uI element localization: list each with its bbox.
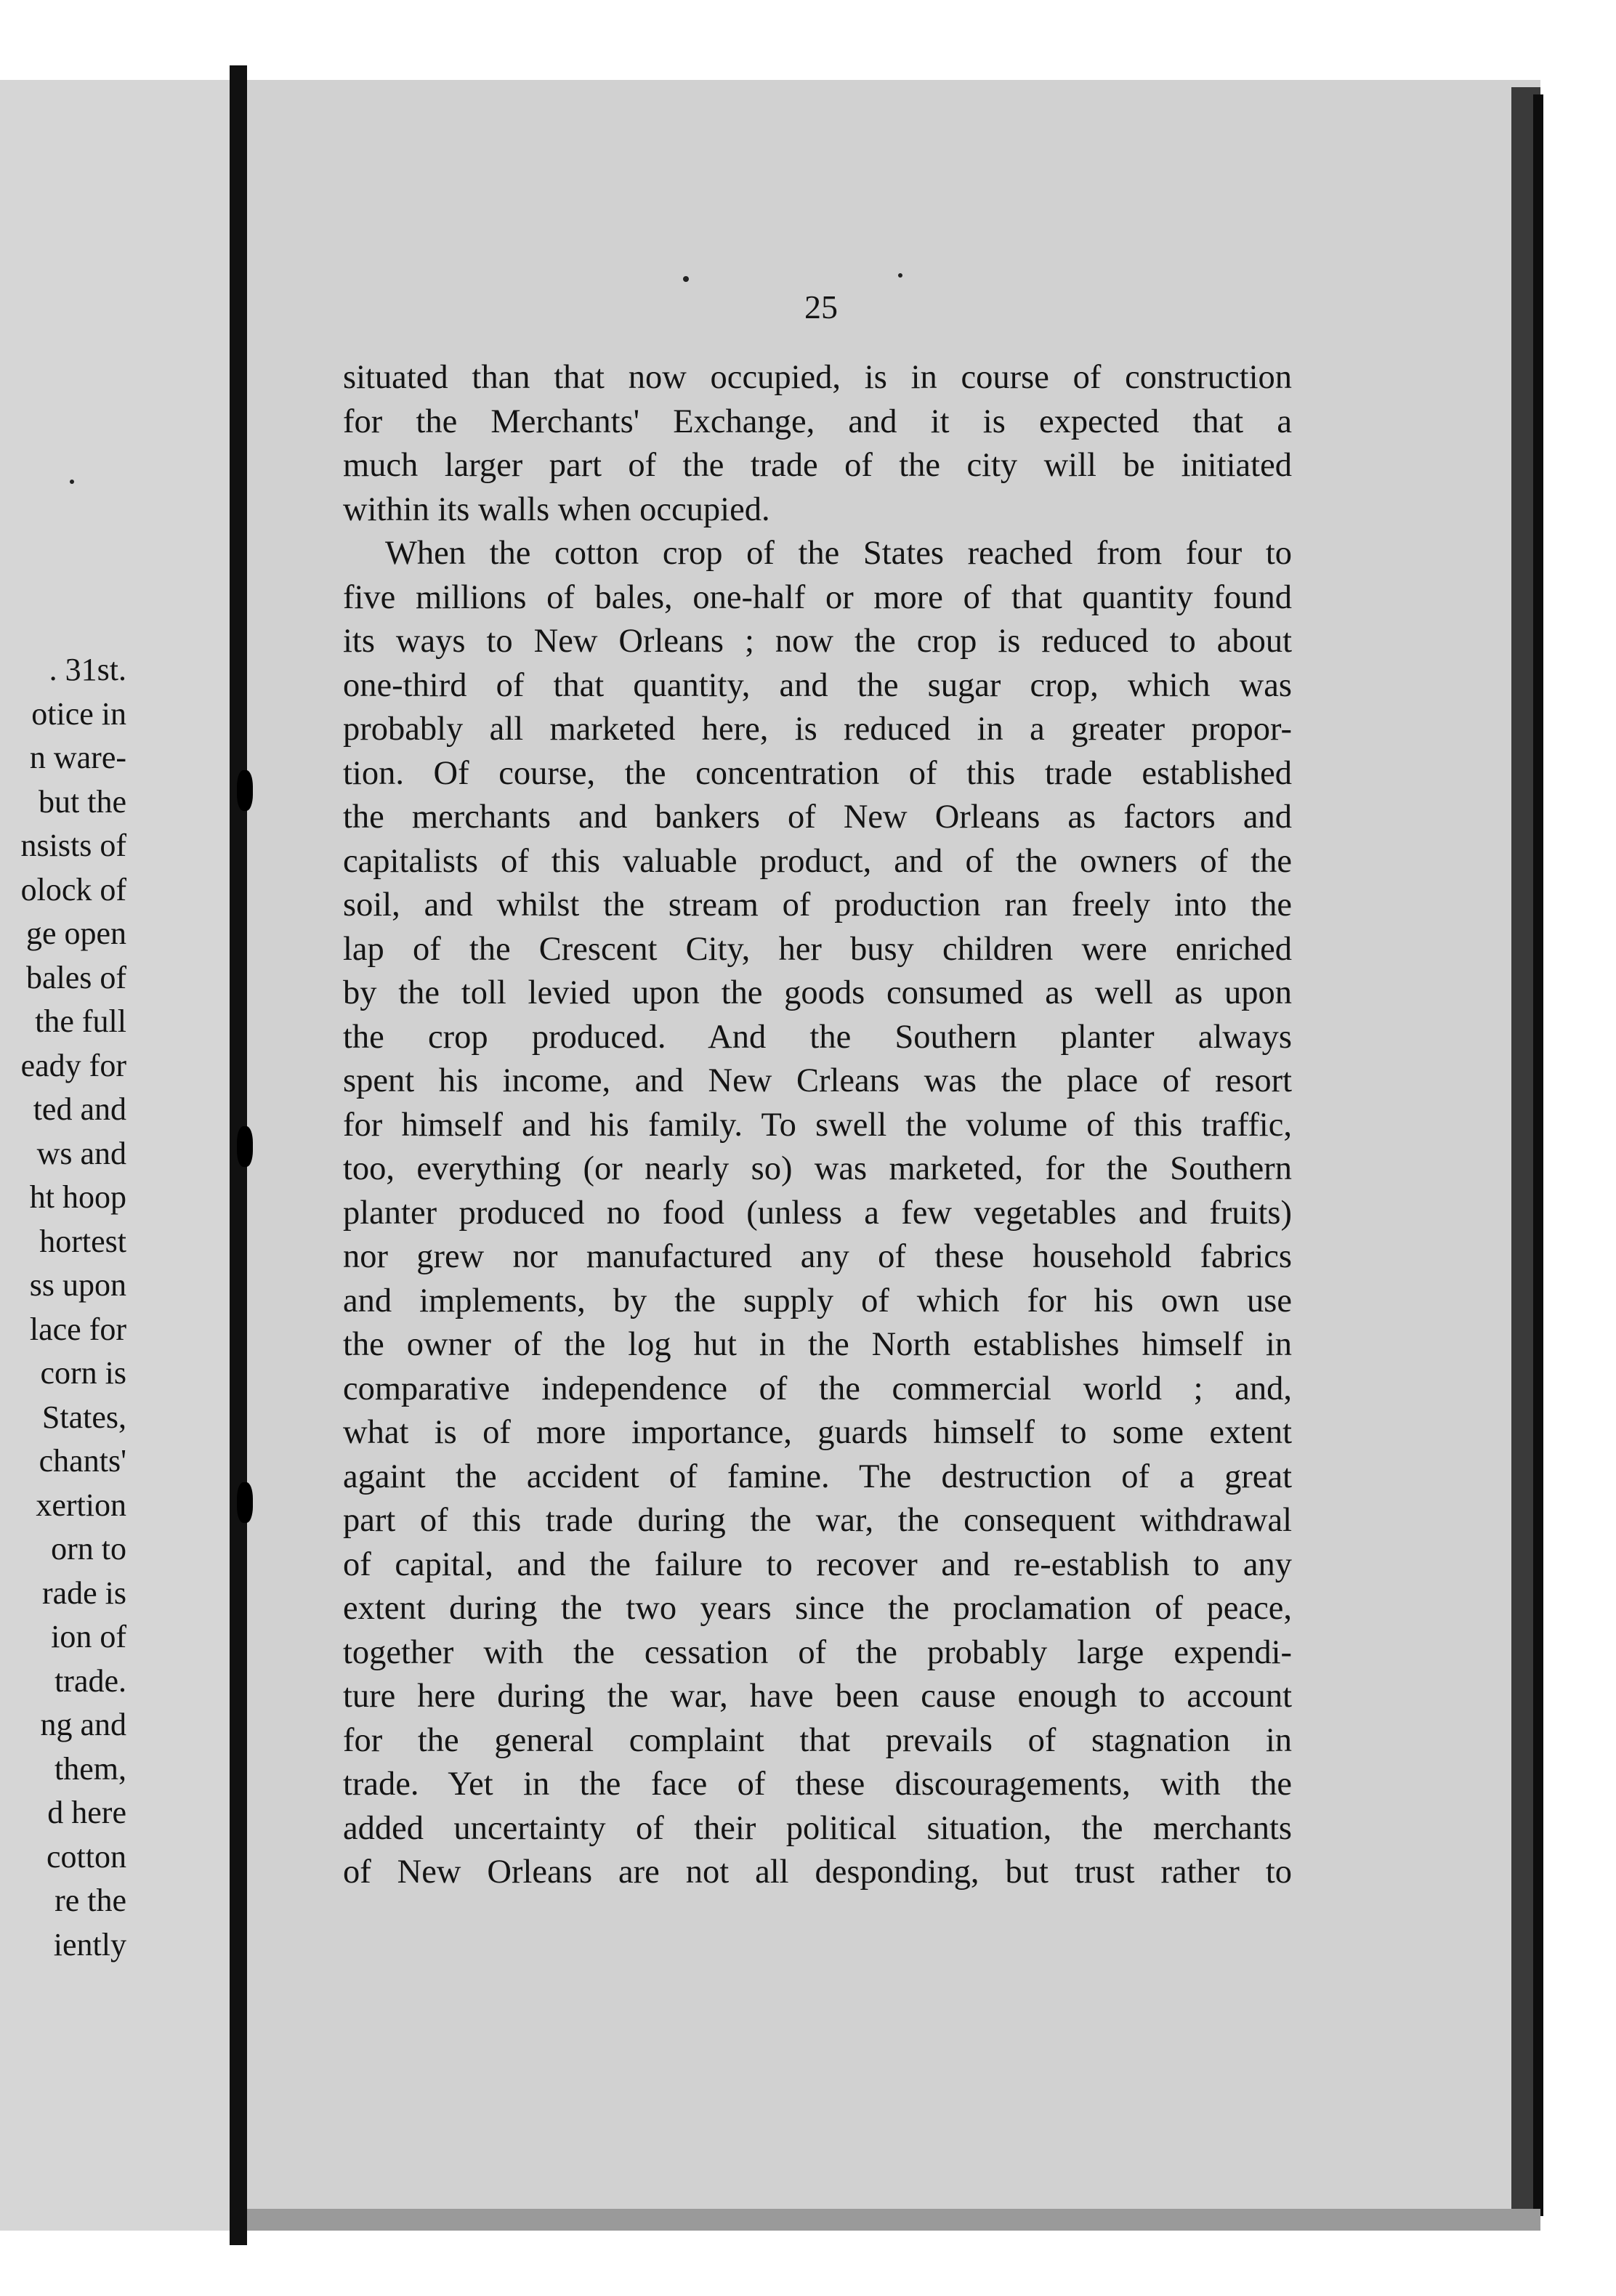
- text-line: situated than that now occupied, is in course of construction: [343, 359, 1292, 396]
- page-number: 25: [804, 288, 838, 326]
- left-fragment-line: the full: [35, 1003, 126, 1039]
- text-line: part of this trade during the war, the consequent withdrawal: [343, 1502, 1292, 1539]
- left-fragment-line: ng and: [40, 1707, 126, 1742]
- left-fragment-line: States,: [41, 1399, 126, 1435]
- left-fragment-line: n ware-: [29, 740, 126, 775]
- text-line: probably all marketed here, is reduced in a greater propor-: [343, 711, 1292, 748]
- text-line: for himself and his family. To swell the volume of this traffic,: [343, 1106, 1292, 1144]
- left-fragment-line: d here: [47, 1795, 126, 1830]
- left-fragment-line: xertion: [36, 1487, 126, 1523]
- text-line: spent his income, and New Crleans was the place of resort: [343, 1062, 1292, 1099]
- left-fragment-line: chants': [39, 1443, 126, 1479]
- text-line: extent during the two years since the proclamation of peace,: [343, 1590, 1292, 1627]
- left-fragment-line: cotton: [47, 1838, 126, 1875]
- left-fragment-line: iently: [53, 1926, 126, 1962]
- text-line: and implements, by the supply of which for his own use: [343, 1282, 1292, 1319]
- left-fragment-line: ht hoop: [29, 1179, 126, 1215]
- left-facing-page: [0, 80, 231, 2231]
- left-fragment-line: ion of: [51, 1619, 126, 1654]
- text-line: one-third of that quantity, and the sugar crop, which was: [343, 666, 1292, 704]
- scan-speck: [683, 276, 689, 282]
- left-fragment-line: olock of: [20, 871, 126, 908]
- left-page-text-fragments: [0, 648, 231, 1967]
- page-bottom-shadow: [247, 2209, 1540, 2231]
- left-fragment-line: trade.: [54, 1662, 126, 1699]
- text-line: together with the cessation of the probably large expendi-: [343, 1633, 1292, 1671]
- text-line: ture here during the war, have been cause enough to account: [343, 1678, 1292, 1715]
- scan-speck: [70, 480, 74, 484]
- left-fragment-line: but the: [39, 783, 126, 820]
- left-fragment-line: ws and: [36, 1135, 126, 1171]
- text-line: the merchants and bankers of New Orleans as factors and: [343, 799, 1292, 836]
- text-line: for the Merchants' Exchange, and it is expected that a: [343, 403, 1292, 440]
- text-line: planter produced no food (unless a few vegetables and fruits): [343, 1194, 1292, 1232]
- left-fragment-line: ge open: [25, 915, 126, 951]
- left-fragment-line: ss upon: [29, 1267, 126, 1303]
- text-line: soil, and whilst the stream of production ran freely into the: [343, 886, 1292, 923]
- text-line: tion. Of course, the concentration of this trade established: [343, 754, 1292, 792]
- left-fragment-line: ted and: [33, 1091, 126, 1127]
- text-line: what is of more importance, guards himself to some extent: [343, 1414, 1292, 1451]
- left-fragment-line: bales of: [25, 959, 126, 995]
- text-line: When the cotton crop of the States reached from four to: [385, 535, 1292, 572]
- text-line: againt the accident of famine. The destruction of a great: [343, 1458, 1292, 1495]
- left-fragment-line: nsists of: [20, 828, 126, 863]
- left-fragment-line: them,: [54, 1750, 126, 1787]
- text-line: within its walls when occupied.: [343, 490, 770, 528]
- left-fragment-line: re the: [54, 1883, 126, 1918]
- text-line: added uncertainty of their political situation, the merchants: [343, 1809, 1292, 1847]
- left-fragment-line: . 31st.: [49, 652, 126, 687]
- scan-speck: [898, 273, 902, 278]
- text-line: lap of the Crescent City, her busy children were enriched: [343, 930, 1292, 968]
- text-line: the crop produced. And the Southern planter always: [343, 1018, 1292, 1056]
- left-fragment-line: rade is: [41, 1575, 126, 1611]
- text-line: for the general complaint that prevails of stagnation in: [343, 1721, 1292, 1759]
- left-fragment-line: orn to: [51, 1531, 126, 1567]
- left-fragment-line: lace for: [29, 1311, 126, 1347]
- left-fragment-line: otice in: [31, 695, 126, 732]
- text-line: capitalists of this valuable product, and of the owners of the: [343, 842, 1292, 880]
- page-edge-dark: [1533, 94, 1543, 2216]
- text-line: of capital, and the failure to recover and re-establish to any: [343, 1545, 1292, 1583]
- body-text: [343, 356, 1292, 1895]
- text-line: much larger part of the trade of the city will be initiated: [343, 447, 1292, 484]
- text-line: trade. Yet in the face of these discouragements, with the: [343, 1766, 1292, 1803]
- text-line: too, everything (or nearly so) was marketed, for the Southern: [343, 1150, 1292, 1187]
- left-fragment-line: hortest: [39, 1223, 126, 1259]
- left-fragment-line: corn is: [40, 1355, 126, 1391]
- text-line: its ways to New Orleans ; now the crop is reduced to about: [343, 623, 1292, 660]
- binding-stitch: [237, 1482, 253, 1523]
- binding-stitch: [237, 1126, 253, 1167]
- text-line: nor grew nor manufactured any of these household fabrics: [343, 1238, 1292, 1275]
- left-fragment-line: eady for: [20, 1047, 126, 1083]
- text-line: of New Orleans are not all desponding, but trust rather to: [343, 1854, 1292, 1891]
- text-line: by the toll levied upon the goods consumed as well as upon: [343, 974, 1292, 1011]
- binding-stitch: [237, 770, 253, 811]
- text-line: comparative independence of the commercial world ; and,: [343, 1370, 1292, 1407]
- text-line: five millions of bales, one-half or more of that quantity found: [343, 578, 1292, 616]
- text-line: the owner of the log hut in the North establishes himself in: [343, 1326, 1292, 1363]
